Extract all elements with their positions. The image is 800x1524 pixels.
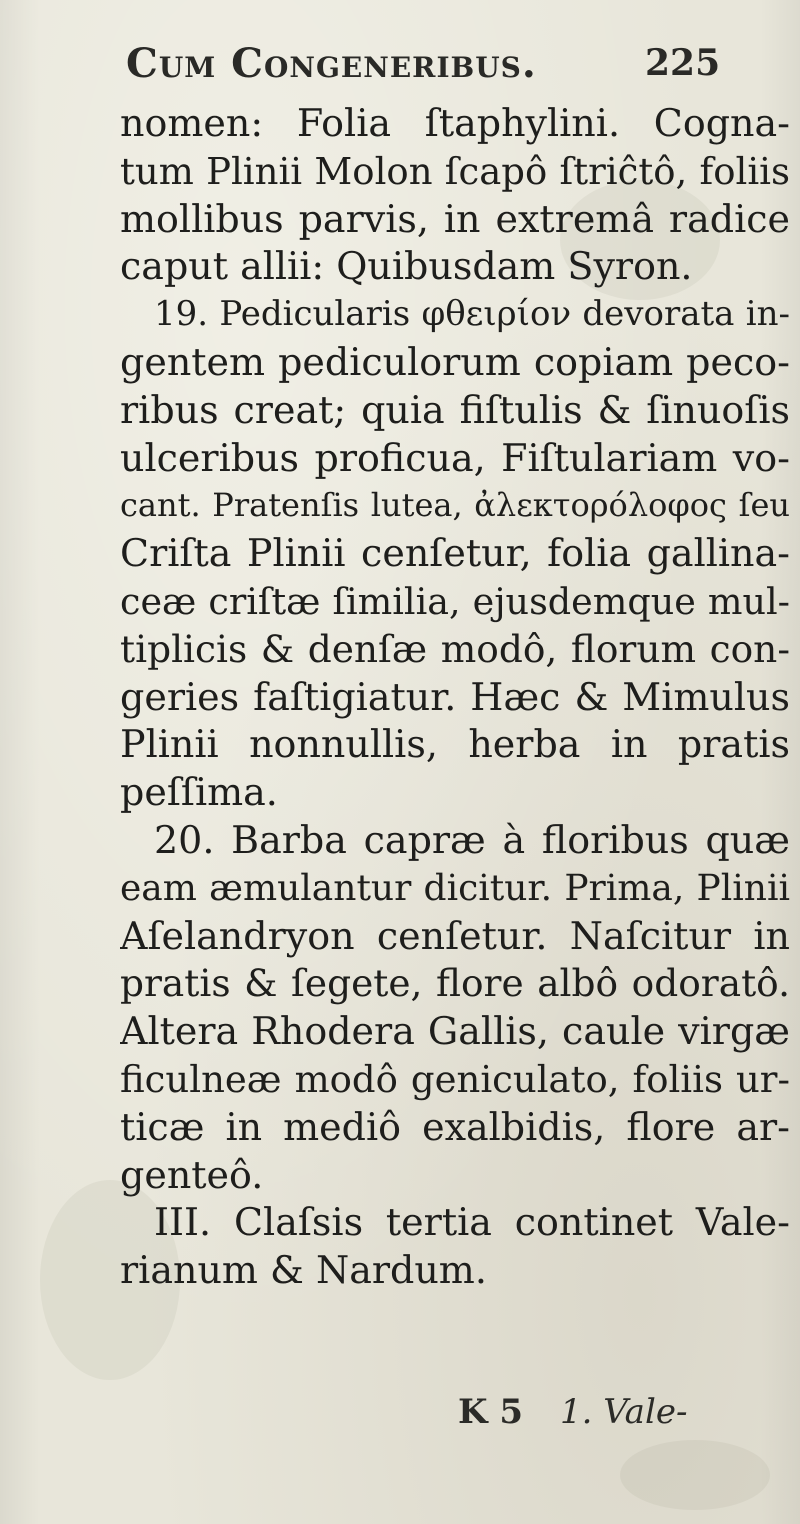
text-line: 19. Pedicularis φθειρίον devorata in- bbox=[154, 294, 790, 335]
text-line: rianum & Nardum. bbox=[120, 1248, 487, 1293]
text-line: Plinii nonnullis, herba in pratis bbox=[120, 722, 790, 767]
text-line: Criſta Plinii cenſetur, folia gallina- bbox=[120, 531, 790, 576]
text-line: gentem pediculorum copiam peco- bbox=[120, 339, 790, 384]
text-line: III. Claſsis tertia continet Vale- bbox=[154, 1200, 790, 1245]
running-head: Cum Congeneribus. bbox=[126, 40, 537, 87]
body-text bbox=[120, 100, 790, 1295]
text-line: ceæ criſtæ ſimilia, ejusdemque mul- bbox=[120, 579, 790, 623]
text-line: ribus creat; quia fiſtulis & ſinuoſis bbox=[120, 387, 790, 432]
page-number: 225 bbox=[645, 42, 721, 84]
text-line: Altera Rhodera Gallis, caule virgæ bbox=[120, 1009, 790, 1054]
text-line: geries faſtigiatur. Hæc & Mimulus bbox=[120, 674, 790, 719]
text-line: nomen: Folia ſtaphylini. Cogna- bbox=[120, 101, 790, 145]
text-line: genteô. bbox=[120, 1152, 264, 1197]
text-line: ulceribus proficua, Fiſtulariam vo- bbox=[120, 435, 790, 480]
signature-mark: K 5 bbox=[458, 1392, 524, 1432]
text-line: pratis & ſegete, flore albô odoratô. bbox=[120, 961, 790, 1006]
catchword: 1. Vale- bbox=[560, 1392, 688, 1432]
page-footer bbox=[0, 1392, 800, 1442]
text-line: caput allii: Quibusdam Syron. bbox=[120, 244, 693, 289]
text-line: 20. Barba capræ à floribus quæ bbox=[154, 817, 790, 862]
text-line: tiplicis & denſæ modô, florum con- bbox=[120, 626, 790, 671]
text-line: cant. Pratenſis lutea, ἀλεκτορόλοφος ſeu bbox=[120, 486, 790, 525]
page-header bbox=[0, 40, 800, 100]
paper-stain bbox=[620, 1440, 770, 1510]
text-line: mollibus parvis, in extremâ radice bbox=[120, 196, 790, 241]
text-line: peſſima. bbox=[120, 770, 278, 815]
text-line: tum Plinii Molon ſcapô ſtriĉtô, foliis bbox=[120, 149, 790, 193]
text-line: Aſelandryon cenſetur. Naſcitur in bbox=[120, 913, 790, 958]
text-line: ficulneæ modô geniculato, foliis ur- bbox=[120, 1057, 790, 1101]
text-line: eam æmulantur dicitur. Prima, Plinii bbox=[120, 867, 790, 909]
text-line: ticæ in mediô exalbidis, flore ar- bbox=[120, 1104, 790, 1149]
